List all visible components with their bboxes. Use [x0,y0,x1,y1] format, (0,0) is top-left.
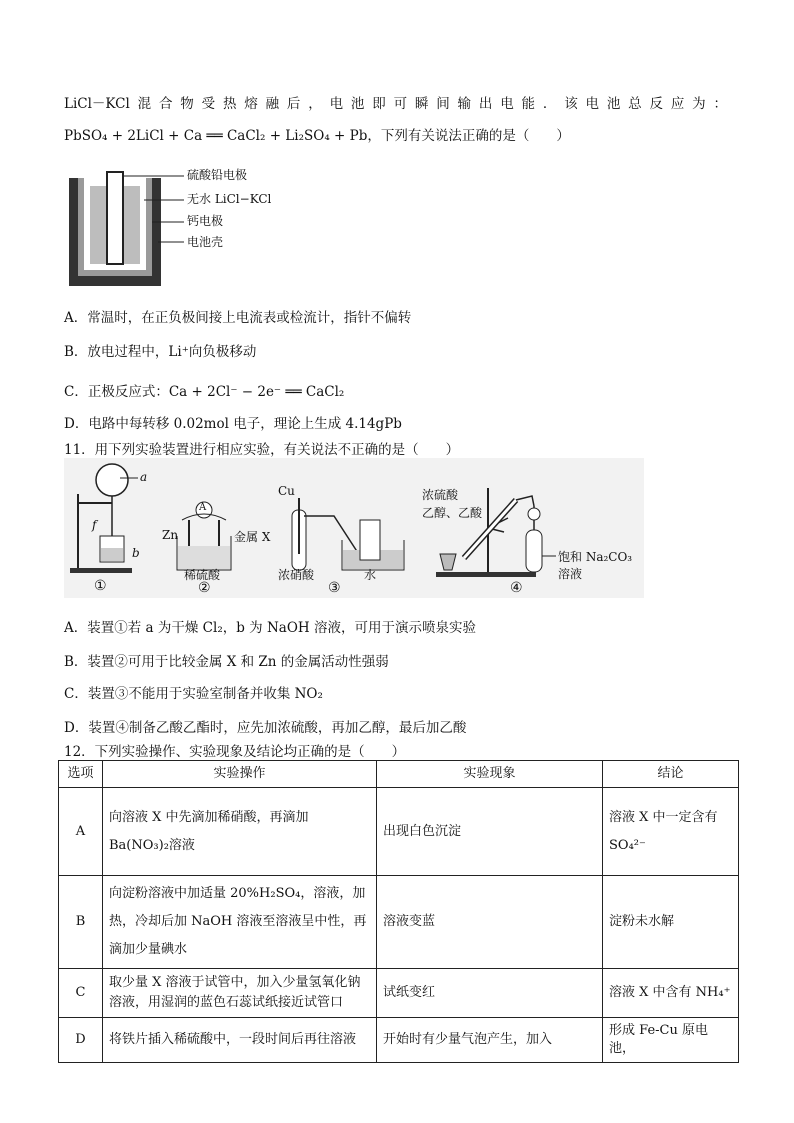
q10-option-a: A．常温时，在正负极间接上电流表或检流计，指针不偏转 [64,310,412,326]
label-num-3: ③ [328,580,341,596]
label-a: a [140,470,148,484]
table-row [59,876,739,969]
row-conclusion: 形成 Fe-Cu 原电池， [603,1018,739,1063]
row-conclusion: 溶液 X 中含有 NH₄⁺ [603,969,739,1018]
table-row [59,788,739,876]
label-num-4: ④ [510,580,523,596]
label-zn: Zn [162,528,179,542]
q11-option-b: B．装置②可用于比较金属 X 和 Zn 的金属活动性强弱 [64,654,389,670]
label-ethanol-acetic-acid: 乙醇、乙酸 [422,506,483,520]
label-metal-x: 金属 X [234,530,271,544]
label-conc-sulfuric-acid: 浓硫酸 [422,488,459,502]
label-calcium-electrode: 钙电极 [187,214,224,228]
row-phenomenon: 开始时有少量气泡产生，加入 [377,1018,603,1063]
q11-option-d: D．装置④制备乙酸乙酯时，应先加浓硫酸，再加乙醇，最后加乙酸 [64,720,467,736]
label-num-2: ② [198,580,211,596]
total-reaction: PbSO₄ + 2LiCl + Ca ══ CaCl₂ + Li₂SO₄ + Pb [64,128,368,144]
row-conclusion: 溶液 X 中一定含有 SO₄²⁻ [603,788,739,876]
label-sat-na2co3: 饱和 Na₂CO₃ 溶液 [558,550,633,581]
label-dilute-sulfuric-acid: 稀硫酸 [184,568,221,582]
row-operation: 取少量 X 溶液于试管中，加入少量氢氧化钠溶液，用湿润的蓝色石蕊试纸接近试管口 [103,969,377,1018]
label-ammeter-a: A [199,502,207,513]
header-operation: 实验操作 [103,761,377,788]
row-phenomenon: 溶液变蓝 [377,876,603,969]
q12-table [58,760,739,1063]
header-option: 选项 [59,761,103,788]
label-lead-sulfate-electrode: 硫酸铅电极 [187,168,248,182]
q11-option-c: C．装置③不能用于实验室制备并收集 NO₂ [64,686,323,702]
q10-option-b: B．放电过程中，Li⁺向负极移动 [64,344,257,360]
label-b: b [132,546,140,560]
row-operation: 向溶液 X 中先滴加稀硝酸，再滴加 Ba(NO₃)₂溶液 [103,788,377,876]
q12-stem: 12．下列实验操作、实验现象及结论均正确的是（ ） [64,744,406,760]
row-phenomenon: 试纸变红 [377,969,603,1018]
label-cu: Cu [278,484,295,498]
intro-question: ，下列有关说法正确的是（ ） [367,128,570,144]
q11-stem: 11．用下列实验装置进行相应实验，有关说法不正确的是（ ） [64,442,460,458]
header-phenomenon: 实验现象 [377,761,603,788]
table-row [59,1018,739,1063]
label-water: 水 [364,568,377,582]
row-phenomenon: 出现白色沉淀 [377,788,603,876]
q10-option-c: C．正极反应式：Ca + 2Cl⁻ − 2e⁻ ══ CaCl₂ [64,384,345,400]
table-header-row [59,761,739,788]
apparatus-figure [64,458,644,598]
row-operation: 向淀粉溶液中加适量 20%H₂SO₄，溶液，加热，冷却后加 NaOH 溶液至溶液呈中性，再滴加少量碘水 [103,876,377,969]
battery-diagram [64,160,294,290]
label-num-1: ① [94,578,107,594]
row-option: D [59,1018,103,1063]
label-anhydrous-licl-kcl: 无水 LiCl−KCl [187,192,272,206]
q10-option-d: D．电路中每转移 0.02mol 电子，理论上生成 4.14gPb [64,416,402,432]
label-conc-nitric-acid: 浓硝酸 [278,568,315,582]
intro-line-1: LiCl－KCl混合物受热熔融后，电池即可瞬间输出电能．该电池总反应为： [64,96,727,112]
intro-line-2 [64,124,570,144]
q11-option-a: A．装置①若 a 为干燥 Cl₂，b 为 NaOH 溶液，可用于演示喷泉实验 [64,620,476,636]
row-option: A [59,788,103,876]
label-battery-case: 电池壳 [187,235,224,249]
label-f: f [92,518,97,532]
row-operation: 将铁片插入稀硫酸中，一段时间后再往溶液 [103,1018,377,1063]
row-option: C [59,969,103,1018]
row-conclusion: 淀粉未水解 [603,876,739,969]
header-conclusion: 结论 [603,761,739,788]
row-option: B [59,876,103,969]
table-row [59,969,739,1018]
